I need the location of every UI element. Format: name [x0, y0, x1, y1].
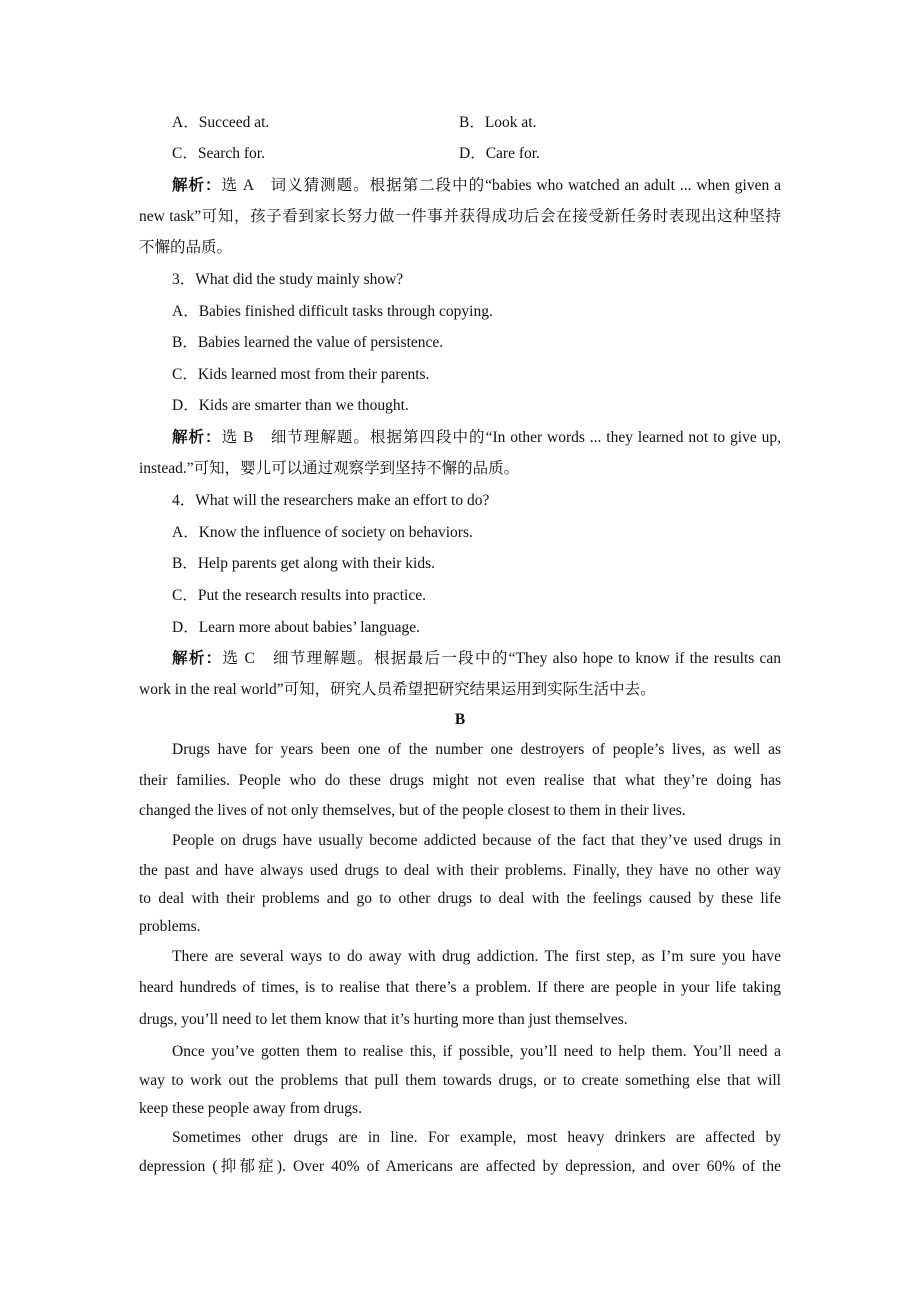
passage-line: drugs, you’ll need to let them know that it’s hurting more than just themselves. — [139, 1011, 628, 1028]
q2-option-c: C．Search for. — [172, 145, 265, 162]
analysis-label: 解析： — [172, 650, 223, 667]
analysis-line: 选 C 细节理解题。根据最后一段中的“They also hope to know if the results can — [222, 650, 781, 667]
passage-line: Sometimes other drugs are in line. For example, most heavy drinkers are affected by — [172, 1129, 781, 1146]
analysis-line: new task”可知，孩子看到家长努力做一件事并获得成功后会在接受新任务时表现出这种坚持 — [139, 208, 781, 225]
analysis-line: 不懈的品质。 — [139, 239, 233, 256]
passage-line: to deal with their problems and go to other drugs to deal with the feelings caused by these life — [139, 890, 781, 907]
analysis-label: 解析： — [172, 177, 222, 194]
q4-option-a: A．Know the influence of society on behaviors. — [172, 524, 473, 541]
q3-question: 3．What did the study mainly show? — [172, 271, 404, 288]
q4-option-b: B．Help parents get along with their kids. — [172, 555, 436, 572]
passage-line: Once you’ve gotten them to realise this, if possible, you’ll need to help them. You’ll need a — [172, 1043, 781, 1060]
analysis-label: 解析： — [172, 429, 222, 446]
q4-question: 4．What will the researchers make an effort to do? — [172, 492, 490, 509]
q3-option-c: C．Kids learned most from their parents. — [172, 366, 430, 383]
q3-option-a: A．Babies finished difficult tasks through copying. — [172, 303, 493, 320]
q2-option-b: B．Look at. — [459, 114, 537, 131]
passage-line: There are several ways to do away with drug addiction. The first step, as I’m sure you have — [172, 948, 781, 965]
passage-line: problems. — [139, 918, 201, 935]
passage-line: keep these people away from drugs. — [139, 1100, 362, 1117]
passage-line: heard hundreds of times, is to realise that there’s a problem. If there are people in your life taking — [139, 979, 781, 996]
passage-line: depression (抑郁症). Over 40% of Americans are affected by depression, and over 60% of the — [139, 1158, 781, 1175]
section-heading: B — [454, 711, 466, 728]
q2-option-a: A．Succeed at. — [172, 114, 270, 131]
q3-option-b: B．Babies learned the value of persistence. — [172, 334, 444, 351]
q4-analysis — [172, 649, 781, 669]
passage-line: People on drugs have usually become addicted because of the fact that they’ve used drugs in — [172, 832, 781, 849]
passage-line: changed the lives of not only themselves, but of the people closest to them in their lives. — [139, 802, 686, 819]
passage-line: the past and have always used drugs to deal with their problems. Finally, they have no other way — [139, 862, 781, 879]
q3-option-d: D．Kids are smarter than we thought. — [172, 397, 409, 414]
analysis-line: 选 B 细节理解题。根据第四段中的“In other words ... they learned not to give up, — [221, 429, 781, 446]
analysis-line: instead.”可知，婴儿可以通过观察学到坚持不懈的品质。 — [139, 460, 520, 477]
passage-line: Drugs have for years been one of the number one destroyers of people’s lives, as well as — [172, 741, 781, 758]
q2-option-d: D．Care for. — [459, 145, 540, 162]
q3-analysis — [172, 428, 781, 448]
passage-line: their families. People who do these drugs might not even realise that what they’re doing has — [139, 772, 781, 789]
analysis-line: 选 A 词义猜测题。根据第二段中的“babies who watched an adult ... when given a — [221, 177, 781, 194]
analysis-line: work in the real world”可知，研究人员希望把研究结果运用到实际生活中去。 — [139, 681, 656, 698]
passage-line: way to work out the problems that pull them towards drugs, or to create something else that will — [139, 1072, 781, 1089]
q4-option-c: C．Put the research results into practice. — [172, 587, 426, 604]
q2-analysis — [172, 176, 781, 196]
q4-option-d: D．Learn more about babies’ language. — [172, 619, 421, 636]
